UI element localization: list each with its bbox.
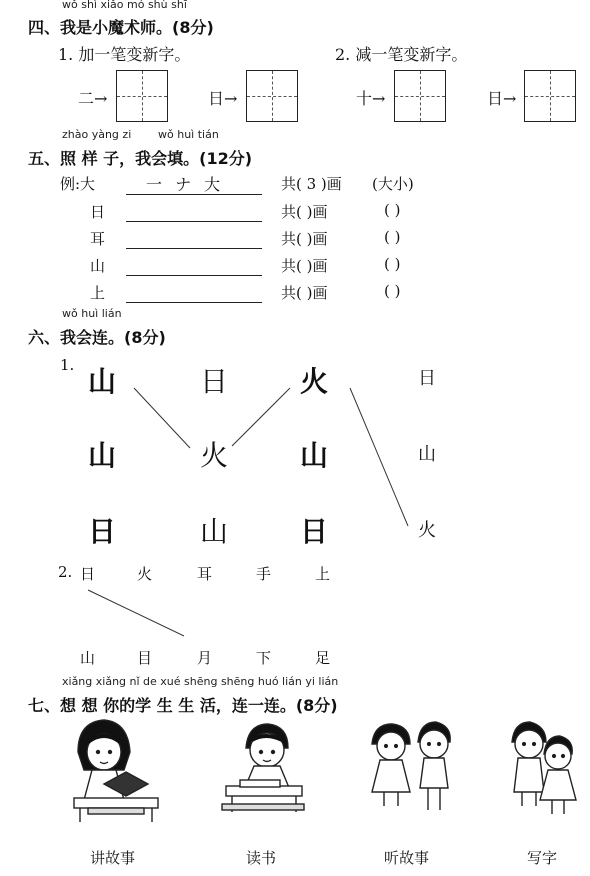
sec4-title: 四、我是小魔术师。(8分) (28, 18, 214, 37)
modern-char-sun[interactable]: 日 (418, 368, 436, 389)
row-paren-2[interactable]: ( ) (384, 228, 401, 246)
q1-number: 1. (60, 356, 75, 374)
example-count: 共( 3 )画 (281, 175, 342, 193)
row-char-3: 山 (90, 257, 106, 275)
ancient-glyph-mountain-1[interactable]: 山 (88, 365, 117, 398)
caption-read-book[interactable]: 读书 (246, 849, 277, 867)
row-count-3[interactable]: 共( )画 (281, 257, 328, 275)
match-line-4 (88, 590, 184, 636)
q2-top-char-5[interactable]: 上 (315, 565, 331, 583)
sec4-q2: 2. 减一笔变新字。 (335, 45, 468, 64)
row-char-1: 日 (90, 203, 106, 221)
q2-top-char-1[interactable]: 日 (80, 565, 96, 583)
writing-grid-2[interactable] (246, 70, 298, 122)
writing-grid-1[interactable] (116, 70, 168, 122)
q2-bottom-char-3[interactable]: 月 (197, 649, 213, 667)
caption-write[interactable]: 写字 (527, 849, 558, 867)
match-line-1 (134, 388, 190, 448)
ancient-glyph-sun-2[interactable]: 日 (88, 515, 117, 548)
q2-top-char-4[interactable]: 手 (256, 565, 272, 583)
sec4-q1: 1. 加一笔变新字。 (58, 45, 191, 64)
row-count-2[interactable]: 共( )画 (281, 230, 328, 248)
ancient-glyph-fire-2[interactable]: 火 (200, 439, 229, 472)
ancient-glyph-mountain-2[interactable]: 山 (88, 439, 117, 472)
sec7-pinyin: xiǎng xiǎng nǐ de xué shēng shēng huó lián yi lián (62, 675, 339, 688)
example-strokes: 一 ナ 大 (146, 175, 225, 194)
row-count-1[interactable]: 共( )画 (281, 203, 328, 221)
ancient-glyph-mountain-3[interactable]: 山 (300, 439, 329, 472)
row-char-4: 上 (90, 284, 106, 302)
children-listening-illustration (372, 722, 450, 810)
q2-number: 2. (58, 563, 73, 581)
q2-bottom-char-5[interactable]: 足 (315, 649, 331, 667)
sec5-pinyin-left: zhào yàng zi (62, 128, 132, 141)
example-label: 例:大 (60, 175, 96, 193)
modern-char-mountain[interactable]: 山 (418, 444, 436, 465)
q2-top-char-2[interactable]: 火 (137, 565, 153, 583)
ancient-glyph-sun-3[interactable]: 日 (300, 515, 329, 548)
box-label-4: 日→ (487, 89, 517, 108)
example-underline (126, 194, 262, 195)
ancient-glyph-sun-1[interactable]: 日 (200, 365, 229, 398)
answer-line-1[interactable] (126, 221, 262, 222)
row-paren-1[interactable]: ( ) (384, 201, 401, 219)
modern-char-fire[interactable]: 火 (418, 520, 436, 541)
answer-line-3[interactable] (126, 275, 262, 276)
writing-grid-3[interactable] (394, 70, 446, 122)
writing-grid-4[interactable] (524, 70, 576, 122)
q2-bottom-char-4[interactable]: 下 (256, 649, 272, 667)
row-count-4[interactable]: 共( )画 (281, 284, 328, 302)
box-label-2: 日→ (208, 89, 238, 108)
box-label-3: 十→ (356, 89, 386, 108)
box-label-1: 二→ (78, 89, 108, 108)
caption-tell-story[interactable]: 讲故事 (90, 849, 136, 867)
match-line-2 (232, 388, 290, 446)
sec5-title: 五、照 样 子，我会填。(12分) (28, 149, 253, 168)
row-paren-4[interactable]: ( ) (384, 282, 401, 300)
sec6-pinyin: wǒ huì lián (62, 307, 122, 320)
boy-writing-illustration (222, 724, 304, 812)
sec5-pinyin-right: wǒ huì tián (158, 128, 219, 141)
ancient-glyph-mountain-4[interactable]: 山 (200, 515, 229, 548)
q2-bottom-char-2[interactable]: 目 (137, 649, 153, 667)
answer-line-2[interactable] (126, 248, 262, 249)
match-line-3 (350, 388, 408, 526)
q2-bottom-char-1[interactable]: 山 (80, 649, 96, 667)
q2-top-char-3[interactable]: 耳 (197, 565, 213, 583)
row-char-2: 耳 (90, 230, 106, 248)
answer-line-4[interactable] (126, 302, 262, 303)
caption-listen-story[interactable]: 听故事 (384, 849, 430, 867)
sec6-title: 六、我会连。(8分) (28, 328, 166, 347)
sec4-pinyin: wǒ shì xiǎo mó shù shī (62, 0, 187, 11)
example-note: (大小) (372, 175, 414, 193)
girl-reading-illustration (74, 720, 158, 822)
children-storytelling-illustration (512, 722, 576, 814)
row-paren-3[interactable]: ( ) (384, 255, 401, 273)
sec7-title: 七、想 想 你的学 生 生 活，连一连。(8分) (28, 696, 338, 715)
ancient-glyph-fire-1[interactable]: 火 (300, 365, 329, 398)
